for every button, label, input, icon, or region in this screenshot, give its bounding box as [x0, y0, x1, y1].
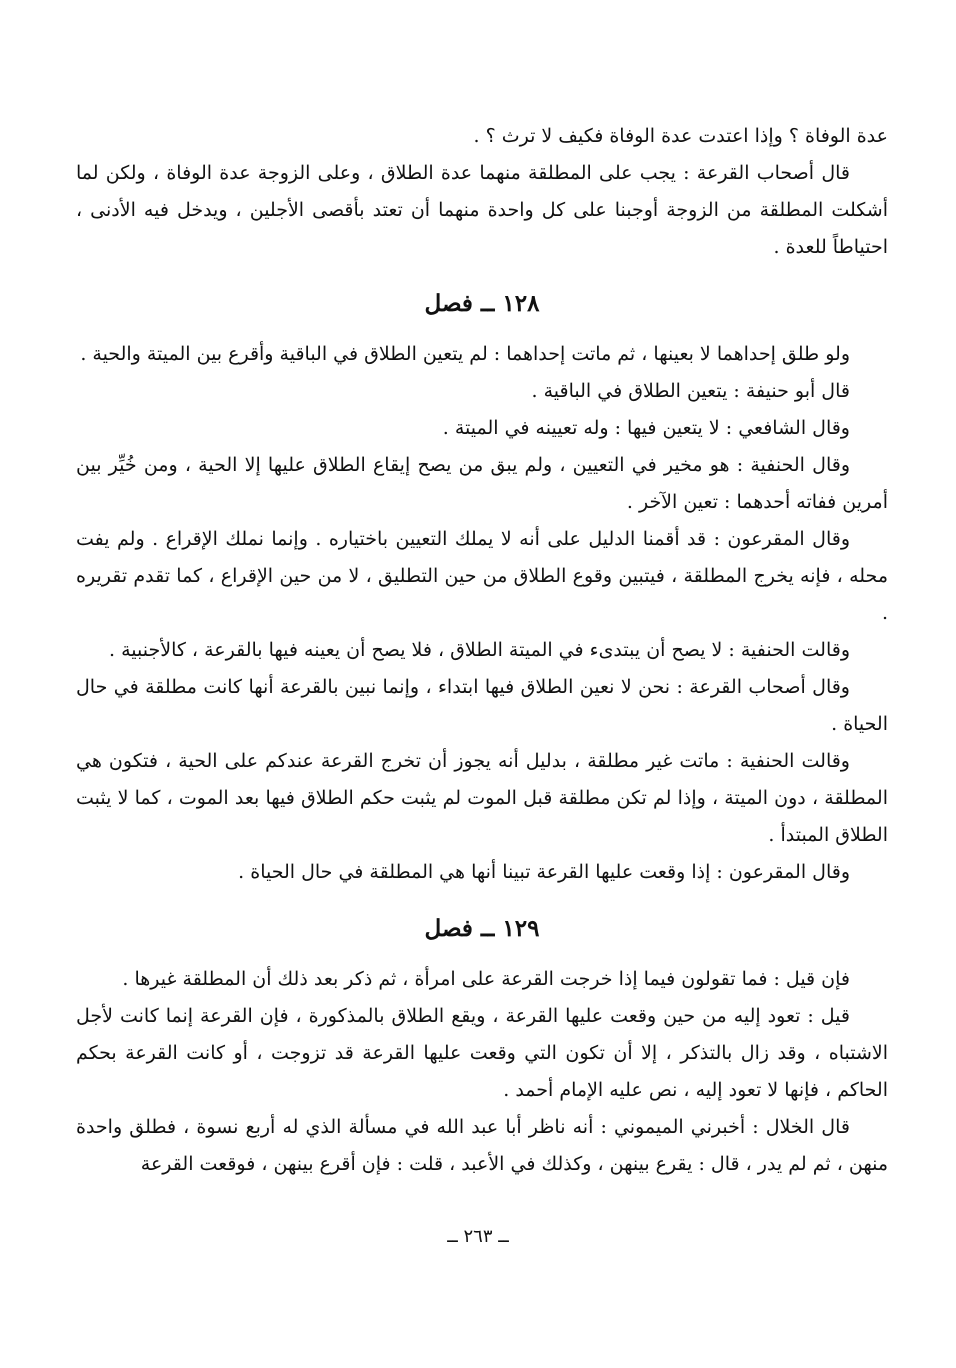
- section-heading-129: ١٢٩ ــ فصل: [424, 915, 540, 942]
- page-body: [76, 118, 888, 1183]
- paragraph: وقال المقرعون : إذا وقعت عليها القرعة تبينا أنها هي المطلقة في حال الحياة .: [238, 861, 850, 883]
- paragraph: وقالت الحنفية : ماتت غير مطلقة ، بدليل أنه يجوز أن تخرج القرعة عندكم على الحية ، فتكون هي المطلقة ، دون الميتة ، وإذا لم تكن مطلقة قبل الموت لم يثبت حكم الطلاق فيها بعد الموت ، كما لا يثبت الطلاق المبتدأ .: [76, 750, 888, 846]
- paragraph: ولو طلق إحداهما لا بعينها ، ثم ماتت إحداهما : لم يتعين الطلاق في الباقية وأقرع بين الميتة والحية .: [80, 343, 850, 365]
- paragraph: وقال المقرعون : قد أقمنا الدليل على أنه لا يملك التعيين باختياره . وإنما نملك الإقراع . ولم يفت محله ، فإنه يخرج المطلقة ، فيتبين وقوع الطلاق من حين التطليق ، لا من حين الإقراع ، كما تقدم تقريره .: [76, 528, 888, 624]
- paragraph: فإن قيل : فما تقولون فيما إذا خرجت القرعة على امرأة ، ثم ذكر بعد ذلك أن المطلقة غيرها .: [122, 968, 850, 990]
- paragraph-continuation: عدة الوفاة ؟ وإذا اعتدت عدة الوفاة فكيف لا ترث ؟ .: [473, 125, 888, 147]
- paragraph: وقال أصحاب القرعة : نحن لا نعين الطلاق فيها ابتداء ، وإنما نبين بالقرعة أنها كانت مطلقة في حال الحياة .: [76, 676, 888, 735]
- section-heading-128: ١٢٨ ــ فصل: [424, 290, 540, 317]
- paragraph: قال أصحاب القرعة : يجب على المطلقة منهما عدة الطلاق ، وعلى الزوجة عدة الوفاة ، ولكن لما أشكلت المطلقة من الزوجة أوجبنا على كل واحدة منهما أن تعتد بأقصى الأجلين ، ويدخل فيه الأدنى ، احتياطاً للعدة .: [76, 162, 888, 258]
- paragraph: قال أبو حنيفة : يتعين الطلاق في الباقية .: [531, 380, 850, 402]
- paragraph: وقال الشافعي : لا يتعين فيها : وله تعيينه في الميتة .: [442, 417, 850, 439]
- page-number: ــ ٢٦٣ ــ: [447, 1226, 509, 1247]
- paragraph: قيل : تعود إليه من حين وقعت عليها القرعة ، ويقع الطلاق بالمذكورة ، فإن القرعة إنما كانت لأجل الاشتباه ، وقد زال بالتذكر ، إلا أن تكون التي وقعت عليها القرعة قد تزوجت ، أو كانت القرعة بحكم الحاكم ، فإنها لا تعود إليه ، نص عليه الإمام أحمد .: [76, 1005, 888, 1101]
- paragraph: وقال الحنفية : هو مخير في التعيين ، ولم يبق من يصح إيقاع الطلاق عليها إلا الحية ، ومن خُيِّر بين أمرين ففاته أحدهما : تعين الآخر .: [76, 454, 888, 513]
- paragraph: وقالت الحنفية : لا يصح أن يبتدىء في الميتة الطلاق ، فلا يصح أن يعينه فيها بالقرعة ، كالأجنبية .: [109, 639, 850, 661]
- paragraph: قال الخلال : أخبرني الميموني : أنه ناظر أبا عبد الله في مسألة الذي له أربع نسوة ، فطلق واحدة منهن ، ثم لم يدر ، قال : يقرع بينهن ، وكذلك في الأعبد ، قلت : فإن أقرع بينهن ، فوقعت القرعة: [76, 1116, 888, 1175]
